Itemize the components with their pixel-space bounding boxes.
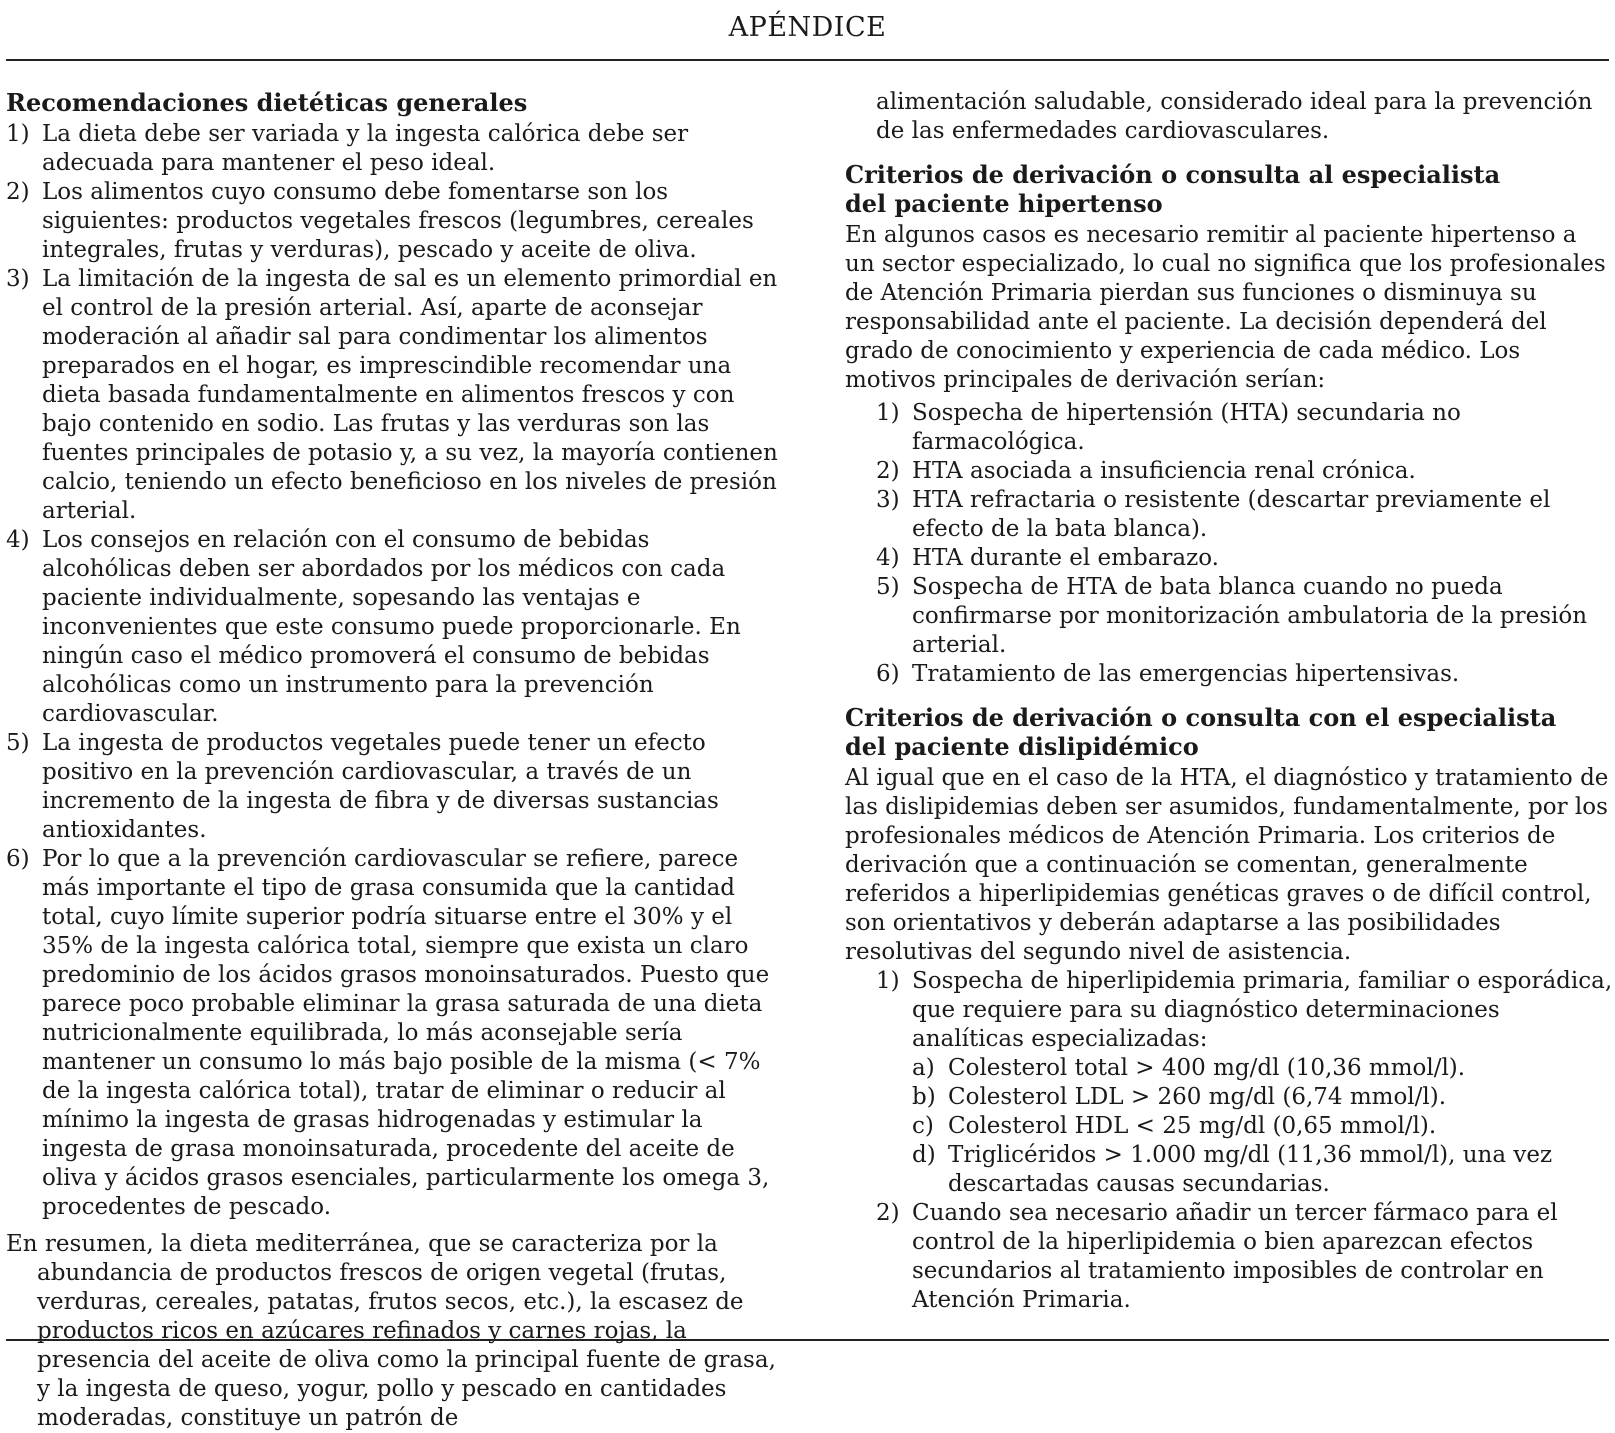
- item-number: 6): [6, 846, 30, 872]
- item-number: 5): [876, 574, 900, 600]
- item-number: 3): [876, 487, 900, 513]
- item-number: 4): [876, 545, 900, 571]
- sub-item-text: Colesterol LDL > 260 mg/dl (6,74 mmol/l).: [948, 1084, 1447, 1110]
- hta-intro: En algunos casos es necesario remitir al paciente hipertenso a un sector especializado, lo cual no significa que los profesionales de Atención Primaria pierdan sus funciones o disminuya su responsabilidad ante el paciente. La decisión dependerá del grado de conocimiento y experiencia de cada médico. Los motivos principales de derivación serían:: [845, 222, 1606, 393]
- item-text: HTA asociada a insuficiencia renal crónica.: [912, 458, 1416, 484]
- hta-list: [876, 399, 1613, 689]
- item-number: 1): [6, 121, 30, 147]
- list-item: [876, 573, 1613, 660]
- list-item: [6, 845, 786, 1222]
- item-text: La dieta debe ser variada y la ingesta calórica debe ser adecuada para mantener el peso ideal.: [42, 121, 689, 176]
- list-item: [6, 120, 786, 178]
- item-number: 2): [6, 179, 30, 205]
- hta-heading-line2: del paciente hipertenso: [845, 189, 1163, 218]
- sub-list-item: [912, 1083, 1613, 1112]
- dlp-intro: Al igual que en el caso de la HTA, el diagnóstico y tratamiento de las dislipidemias deben ser asumidos, fundamentalmente, por los profesionales médicos de Atención Primaria. Los criterios de derivación que a continuación se comentan, generalmente referidos a hiperlipidemias genéticas graves o de difícil control, son orientativos y deberán adaptarse a las posibilidades resolutivas del segundo nivel de asistencia.: [845, 765, 1609, 965]
- sub-item-text: Triglicéridos > 1.000 mg/dl (11,36 mmol/l), una vez descartadas causas secundarias.: [948, 1142, 1553, 1197]
- list-item: [876, 660, 1613, 689]
- summary-paragraph: En resumen, la dieta mediterránea, que se caracteriza por la abundancia de productos frescos de origen vegetal (frutas, verduras, cereales, patatas, frutos secos, etc.), la escasez de productos ricos en azúcares refinados y carnes rojas, la presencia del aceite de oliva como la principal fuente de grasa, y la ingesta de queso, yogur, pollo y pescado en cantidades moderadas, constituye un patrón de: [6, 1231, 776, 1431]
- item-number: 3): [6, 266, 30, 292]
- dlp-section: [845, 703, 1613, 1315]
- item-text: Tratamiento de las emergencias hipertensivas.: [912, 661, 1460, 687]
- list-item: [6, 526, 786, 729]
- item-text: HTA durante el embarazo.: [912, 545, 1219, 571]
- list-item: [876, 457, 1613, 486]
- sub-item-letter: d): [912, 1142, 936, 1168]
- sub-item-letter: b): [912, 1084, 936, 1110]
- item-text: Por lo que a la prevención cardiovascular se refiere, parece más importante el tipo de grasa consumida que la cantidad total, cuyo límite superior podría situarse entre el 30% y el 35% de la ingesta calórica total, siempre que exista un claro predominio de los ácidos grasos monoinsaturados. Puesto que parece poco probable eliminar la grasa saturada de una dieta nutricionalmente equilibrada, lo más aconsejable sería mantener un consumo lo más bajo posible de la misma (< 7% de la ingesta calórica total), tratar de eliminar o reducir al mínimo la ingesta de grasas hidrogenadas y estimular la ingesta de grasa monoinsaturada, procedente del aceite de oliva y ácidos grasos esenciales, particularmente los omega 3, procedentes de pescado.: [42, 846, 770, 1220]
- item-text: Los alimentos cuyo consumo debe fomentarse son los siguientes: productos vegetales frescos (legumbres, cereales integrales, frutas y verduras), pescado y aceite de oliva.: [42, 179, 754, 263]
- dlp-heading: [845, 703, 1613, 761]
- item-text: Sospecha de HTA de bata blanca cuando no pueda confirmarse por monitorización ambulatoria de la presión arterial.: [912, 574, 1588, 658]
- sub-list-item: [912, 1141, 1613, 1199]
- list-item: [876, 967, 1613, 1199]
- item-text: La limitación de la ingesta de sal es un elemento primordial en el control de la presión arterial. Así, aparte de aconsejar moderación al añadir sal para condimentar los alimentos preparados en el hogar, es imprescindible recomendar una dieta basada fundamentalmente en alimentos frescos y con bajo contenido en sodio. Las frutas y las verduras son las fuentes principales de potasio y, a su vez, la mayoría contienen calcio, teniendo un efecto beneficioso en los niveles de presión arterial.: [42, 266, 778, 524]
- item-number: 1): [876, 400, 900, 426]
- list-item: [6, 178, 786, 265]
- page-header: APÉNDICE: [728, 12, 887, 43]
- hta-heading: [845, 160, 1613, 218]
- hta-section: [845, 160, 1613, 689]
- sub-item-text: Colesterol HDL < 25 mg/dl (0,65 mmol/l).: [948, 1113, 1437, 1139]
- list-item: [6, 729, 786, 845]
- list-item: [876, 544, 1613, 573]
- dlp-heading-line1: Criterios de derivación o consulta con el especialista: [845, 703, 1557, 732]
- item-text: La ingesta de productos vegetales puede tener un efecto positivo en la prevención cardiovascular, a través de un incremento de la ingesta de fibra y de diversas sustancias antioxidantes.: [42, 730, 719, 843]
- dlp-sublist: [912, 1054, 1613, 1199]
- left-column: [6, 88, 786, 1433]
- summary-continuation: alimentación saludable, considerado ideal para la prevención de las enfermedades cardiovasculares.: [876, 89, 1593, 144]
- sub-item-text: Colesterol total > 400 mg/dl (10,36 mmol/l).: [948, 1055, 1466, 1081]
- item-text: Cuando sea necesario añadir un tercer fármaco para el control de la hiperlipidemia o bien aparezcan efectos secundarios al tratamiento imposibles de controlar en Atención Primaria.: [912, 1200, 1558, 1313]
- item-number: 4): [6, 527, 30, 553]
- item-text: Sospecha de hiperlipidemia primaria, familiar o esporádica, que requiere para su diagnóstico determinaciones analíticas especializadas:: [912, 968, 1613, 1052]
- sub-item-letter: c): [912, 1113, 934, 1139]
- hta-heading-line1: Criterios de derivación o consulta al especialista: [845, 160, 1501, 189]
- sub-list-item: [912, 1112, 1613, 1141]
- sub-list-item: [912, 1054, 1613, 1083]
- diet-list: [6, 120, 786, 1222]
- header-rule: [6, 59, 1609, 61]
- item-text: HTA refractaria o resistente (descartar previamente el efecto de la bata blanca).: [912, 487, 1551, 542]
- dlp-heading-line2: del paciente dislipidémico: [845, 732, 1199, 761]
- item-number: 2): [876, 458, 900, 484]
- list-item: [876, 1199, 1613, 1315]
- footer-rule: [6, 1339, 1609, 1341]
- list-item: [876, 399, 1613, 457]
- sub-item-letter: a): [912, 1055, 935, 1081]
- item-number: 6): [876, 661, 900, 687]
- item-number: 5): [6, 730, 30, 756]
- dlp-list: [876, 967, 1613, 1315]
- right-column: [845, 88, 1613, 1315]
- list-item: [6, 265, 786, 526]
- list-item: [876, 486, 1613, 544]
- item-number: 1): [876, 968, 900, 994]
- diet-heading: Recomendaciones dietéticas generales: [6, 88, 528, 117]
- item-number: 2): [876, 1200, 900, 1226]
- item-text: Sospecha de hipertensión (HTA) secundaria no farmacológica.: [912, 400, 1461, 455]
- item-text: Los consejos en relación con el consumo de bebidas alcohólicas deben ser abordados por los médicos con cada paciente individualmente, sopesando las ventajas e inconvenientes que este consumo puede proporcionarle. En ningún caso el médico promoverá el consumo de bebidas alcohólicas como un instrumento para la prevención cardiovascular.: [42, 527, 741, 727]
